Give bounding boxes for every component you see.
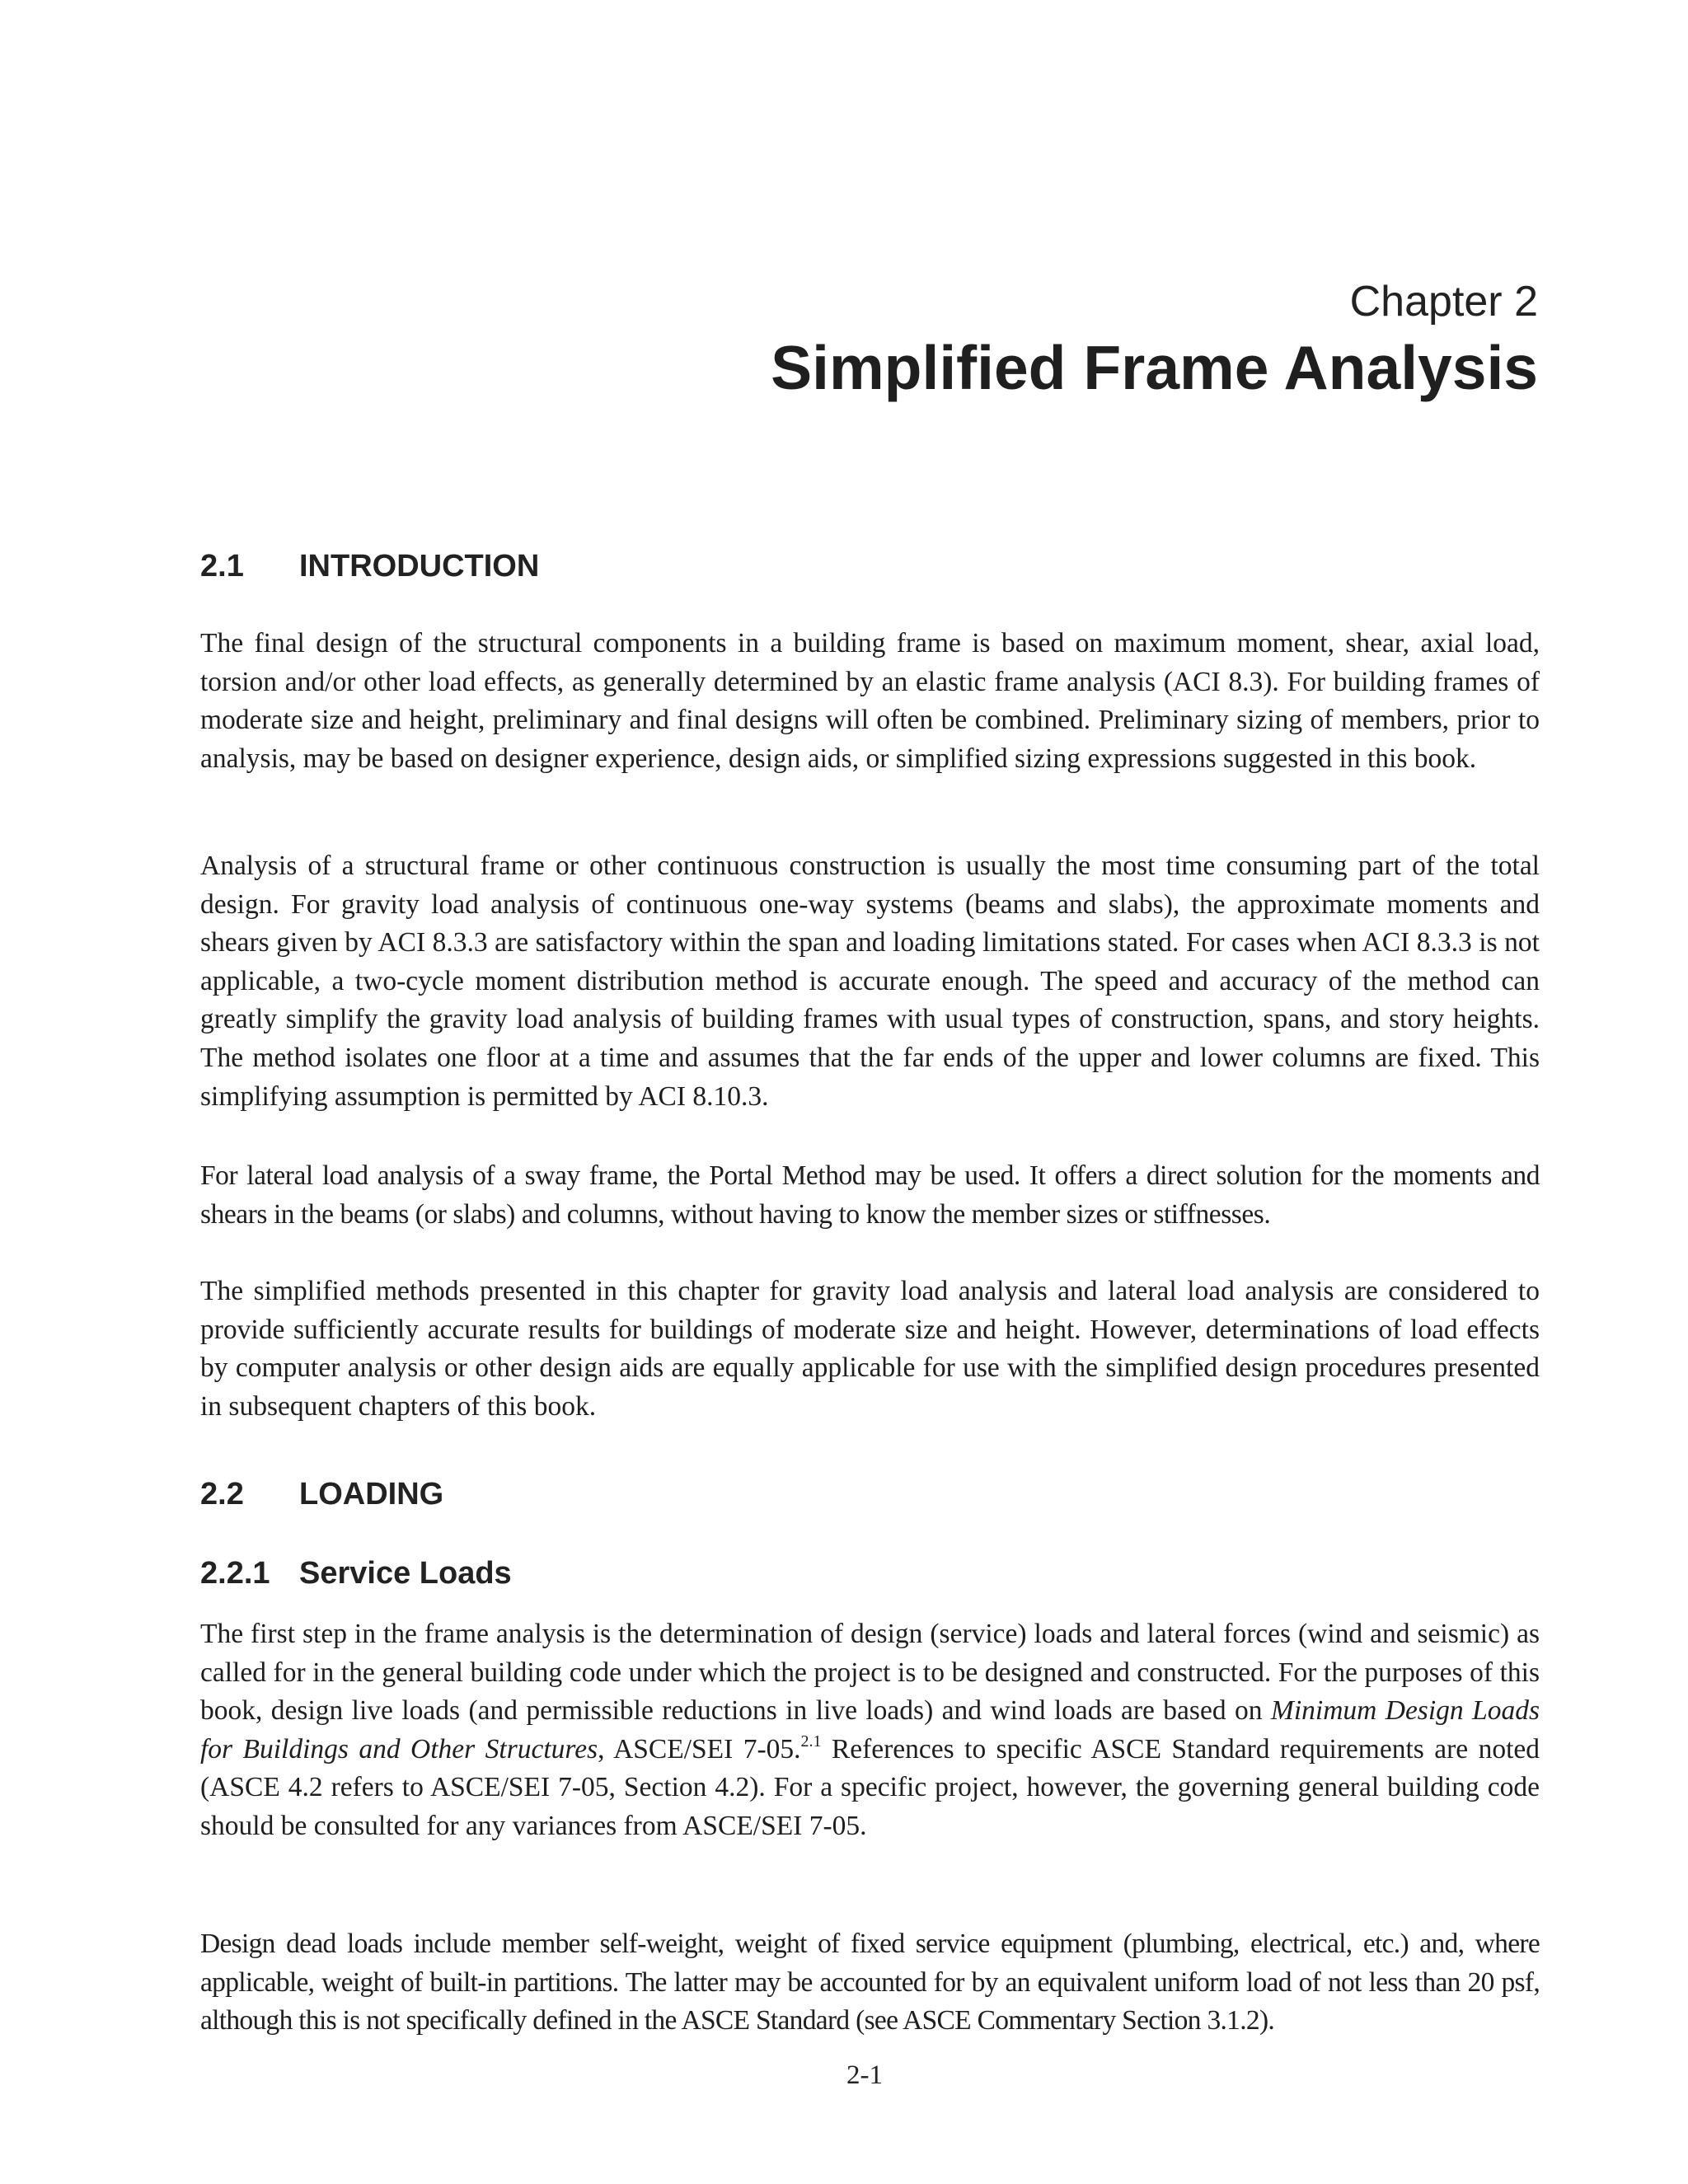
section-2-2-1-heading xyxy=(200,1554,1540,1592)
section-2-1-heading xyxy=(200,547,1540,585)
paragraph-text: Analysis of a structural frame or other continuous construction is usually the most time consuming part of the total design. For gravity load analysis of continuous one-way systems (beams and slabs), the approximate moments and shears given by ACI 8.3.3 are satisfactory within the span and loading limitations stated. For cases when ACI 8.3.3 is not applicable, a two-cycle moment distribution method is accurate enough. The speed and accuracy of the method can greatly simplify the gravity load analysis of building frames with usual types of construction, spans, and story heights. The method isolates one floor at a time and assumes that the far ends of the upper and lower columns are fixed. This simplifying assumption is permitted by ACI 8.10.3. xyxy=(200,851,1540,1112)
intro-paragraph-1 xyxy=(200,625,1540,778)
paragraph-text xyxy=(200,1615,1540,1846)
section-title: INTRODUCTION xyxy=(299,549,540,583)
paragraph-text: The simplified methods presented in this chapter for gravity load analysis and lateral load analysis are considered to provide sufficiently accurate results for buildings of moderate size and height. However, determinations of load effects by computer analysis or other design aids are equally applicable for use with the simplified design procedures presented in subsequent chapters of this book. xyxy=(200,1276,1540,1422)
chapter-label: Chapter 2 xyxy=(1349,278,1538,326)
paragraph-text: For lateral load analysis of a sway frame, the Portal Method may be used. It offers a direct solution for the moments and shears in the beams (or slabs) and columns, without having to know the member sizes or stiffnesses. xyxy=(200,1160,1540,1230)
text-run: References to specific ASCE Standard requirements are noted (ASCE 4.2 refers to ASCE/SEI 7-05, Section 4.2). For a specific project, however, the governing general building code should be consulted for any variances from ASCE/SEI 7-05. xyxy=(200,1733,1540,1841)
chapter-title: Simplified Frame Analysis xyxy=(771,333,1538,402)
subsection-title: Service Loads xyxy=(299,1556,512,1591)
text-run: , ASCE/SEI 7-05. xyxy=(598,1733,801,1765)
paragraph-text: Design dead loads include member self-weight, weight of fixed service equipment (plumbing, electrical, etc.) and, where applicable, weight of built-in partitions. The latter may be accounted for by an equivalent uniform load of not less than 20 psf, although this is not specifically defined in the ASCE Standard (see ASCE Commentary Section 3.1.2). xyxy=(200,1929,1540,2036)
text-run: The first step in the frame analysis is the determination of design (service) loads and lateral forces (wind and seismic) as called for in the general building code under which the project is to be designed and constructed. For the purposes of this book, design live loads (and permissible reductions in live loads) and wind loads are based on xyxy=(200,1619,1540,1727)
paragraph-text: The final design of the structural components in a building frame is based on maximum moment, shear, axial load, torsion and/or other load effects, as generally determined by an elastic frame analysis (ACI 8.3). For building frames of moderate size and height, preliminary and final designs will often be combined. Preliminary sizing of members, prior to analysis, may be based on designer experience, design aids, or simplified sizing expressions suggested in this book. xyxy=(200,628,1540,774)
service-loads-paragraph-2 xyxy=(200,1925,1540,2041)
reference-superscript: 2.1 xyxy=(800,1732,822,1750)
section-title: LOADING xyxy=(299,1477,444,1511)
section-number: 2.1 xyxy=(200,549,244,583)
page-number: 2-1 xyxy=(846,2060,883,2090)
service-loads-paragraph-1 xyxy=(200,1615,1540,1846)
section-number: 2.2 xyxy=(200,1477,244,1511)
chapter-header xyxy=(771,277,1538,404)
italic-title: Minimum Design Loads for Buildings and Other Structures xyxy=(200,1695,1540,1765)
section-2-2-heading xyxy=(200,1475,1540,1513)
intro-paragraph-3 xyxy=(200,1157,1540,1234)
intro-paragraph-4 xyxy=(200,1272,1540,1426)
intro-paragraph-2 xyxy=(200,847,1540,1116)
subsection-number: 2.2.1 xyxy=(200,1556,270,1591)
